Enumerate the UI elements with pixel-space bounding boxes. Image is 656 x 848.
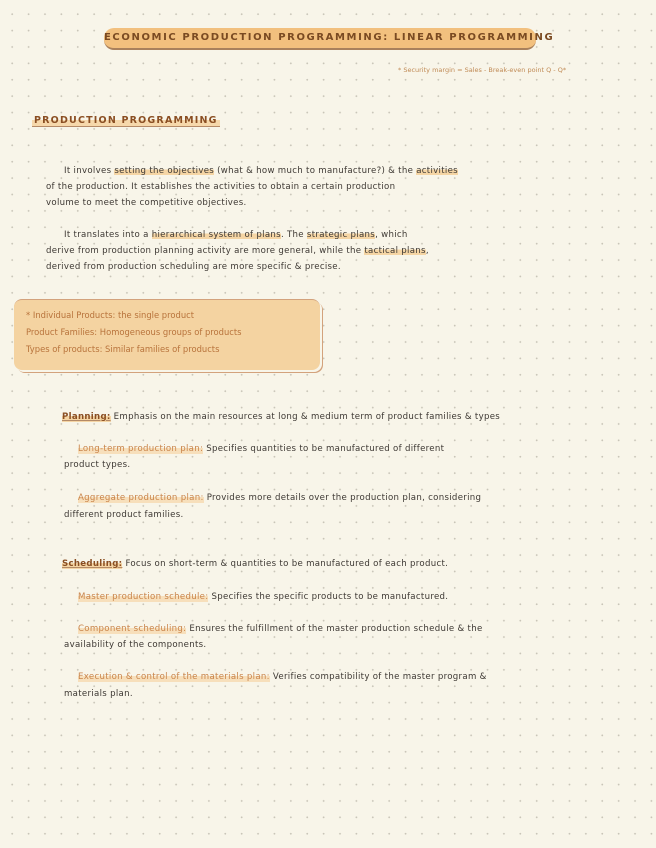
scheduling-item xyxy=(78,672,487,682)
text: , which xyxy=(375,230,408,240)
planning-item-cont: product types. xyxy=(64,460,131,470)
planning-line xyxy=(62,412,500,422)
text: Ensures the fulfillment of the master production schedule & the xyxy=(186,624,483,634)
planning-item-cont: different product families. xyxy=(64,510,184,520)
highlight: setting the objectives xyxy=(114,166,215,176)
margin-note: * Security margin = Sales - Break-even point Q - Q* xyxy=(398,66,567,74)
scheduling-line xyxy=(62,559,448,569)
para2-line2 xyxy=(46,246,429,256)
para1-line2: of the production. It establishes the activities to obtain a certain production xyxy=(46,182,396,192)
scheduling-item xyxy=(78,592,448,602)
para2-line1 xyxy=(64,230,408,240)
text: (what & how much to manufacture?) & the xyxy=(214,166,417,176)
text: Provides more details over the production plan, considering xyxy=(203,493,482,503)
box-line: * Individual Products: the single product xyxy=(26,310,195,320)
para1-line3: volume to meet the competitive objectives. xyxy=(46,198,247,208)
product-levels-box xyxy=(14,299,320,370)
scheduling-key: Scheduling: xyxy=(62,559,123,569)
highlight: hierarchical system of plans xyxy=(151,230,281,240)
item-label: Execution & control of the materials plan: xyxy=(78,672,270,682)
text: . The xyxy=(280,230,307,240)
planning-key: Planning: xyxy=(62,412,111,422)
highlight: tactical plans xyxy=(364,246,426,256)
text: Focus on short-term & quantities to be manufactured of each product. xyxy=(122,559,449,569)
text: , xyxy=(425,246,429,256)
planning-item xyxy=(78,444,444,454)
item-label: Long-term production plan: xyxy=(78,444,204,454)
text: Emphasis on the main resources at long & medium term of product families & types xyxy=(110,412,501,422)
text: derive from production planning activity are more general, while the xyxy=(46,246,365,256)
text: Specifies quantities to be manufactured of different xyxy=(203,444,445,454)
scheduling-item xyxy=(78,624,483,634)
planning-item xyxy=(78,493,481,503)
text: It involves xyxy=(64,166,115,176)
text: Specifies the specific products to be manufactured. xyxy=(208,592,449,602)
box-line: Product Families: Homogeneous groups of products xyxy=(26,327,242,337)
item-label: Component scheduling: xyxy=(78,624,187,634)
highlight: activities xyxy=(416,166,458,176)
scheduling-item-cont: materials plan. xyxy=(64,689,133,699)
text: Verifies compatibility of the master program & xyxy=(269,672,487,682)
highlight: strategic plans xyxy=(306,230,376,240)
page-title: ECONOMIC PRODUCTION PROGRAMMING: LINEAR PROGRAMMING xyxy=(104,28,536,50)
section-heading: PRODUCTION PROGRAMMING xyxy=(34,115,218,126)
box-line: Types of products: Similar families of products xyxy=(26,344,220,354)
text: It translates into a xyxy=(64,230,152,240)
para1-line1 xyxy=(64,166,458,176)
item-label: Master production schedule: xyxy=(78,592,209,602)
scheduling-item-cont: availability of the components. xyxy=(64,640,207,650)
para2-line3: derived from production scheduling are more specific & precise. xyxy=(46,262,341,272)
item-label: Aggregate production plan: xyxy=(78,493,204,503)
